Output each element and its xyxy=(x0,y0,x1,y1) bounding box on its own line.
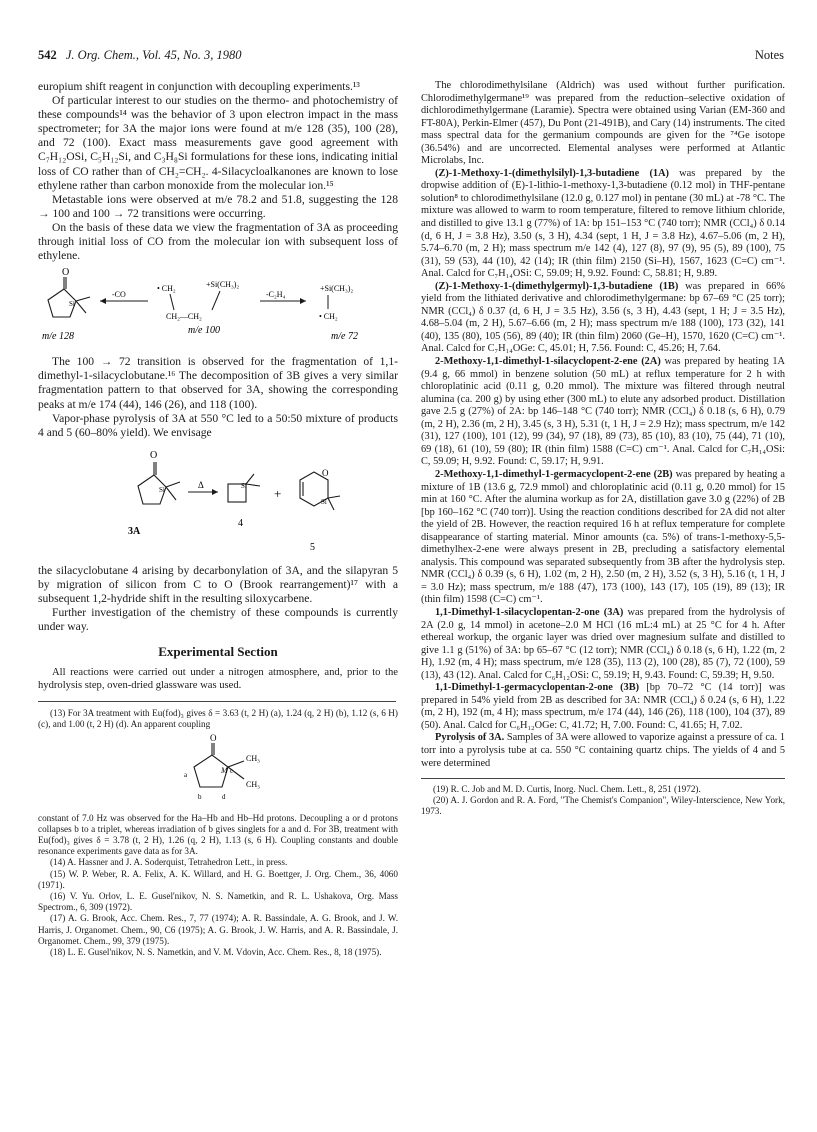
compound-3a-structure xyxy=(138,462,180,504)
radical-ch2-label: • CH₂ xyxy=(319,312,338,322)
arrow-head xyxy=(212,489,218,495)
compound-entry xyxy=(421,168,785,281)
running-head xyxy=(38,48,784,64)
left-column xyxy=(38,80,398,958)
compound-entry xyxy=(421,356,785,469)
paragraph: Further investigation of the chemistry of these compounds is currently under way. xyxy=(38,606,398,634)
fragmentation-scheme-figure xyxy=(38,267,398,349)
compound-entry xyxy=(421,281,785,356)
methyl-label: CH₃ xyxy=(246,779,260,789)
silicon-label: Si xyxy=(69,300,75,309)
compound-text: Samples of 3A were allowed to vaporize against a pressure of ca. 1 torr into a pyrolysis tube at ca. 550 °C containing quartz chips. The yields of 4 and 5 were determined xyxy=(421,732,785,769)
right-column xyxy=(421,80,785,818)
compound-text: [bp 70–72 °C (14 torr)] was prepared in 54% yield from 2B as described for 3A: NMR (CCl₄) δ 0.24 (s, 6 H), 1.22 (m, 2 H), 192 (m, 4 H); mass spectrum, m/e 174 (44), 146 (26), 118 (100), 104 (37), 89 (50). Anal. Calcd for C₆H₁₂OGe: C, 41.72; H, 7.00. Found: C, 41.65; H, 7.02. xyxy=(421,682,785,731)
footnote: (18) L. E. Gusel'nikov, N. S. Nametkin, and V. M. Vdovin, Acc. Chem. Res., 8, 18 (1975). xyxy=(50,947,382,958)
compound-heading: 2-Methoxy-1,1-dimethyl-1-germacyclopent-2-ene (2B) xyxy=(435,468,673,480)
radical-ch2-label: • CH₂ xyxy=(157,284,176,294)
proton-label-a: a xyxy=(184,770,188,779)
compound-text: was prepared in 66% yield from the lithiated derivative and chlorodimethylgermane: bp 67–69 °C (25 torr); NMR (CCl₄) δ 0.37 (d, 6 H, J = 3.5 Hz), 3.56 (s, 3 H), 4.43 (sept, 1 H; J = 3.5 Hz), 4.68–5.04 (m, 2 H), 5.67–6.66 (m, 2 H); mass spectrum m/e 188 (100), 173 (32), 141 (40), 135 (80), 105 (56), 89 (40); IR (thin film) 2060 (Ge–H), 1570, 1620 (C=C) cm⁻¹. Anal. Calcd for C₇H₁₄OGe: C, 45.01; H, 7.56. Found: C, 45.26; H, 7.64. xyxy=(421,280,785,355)
arrow-head xyxy=(300,298,306,304)
compound-heading: (Z)-1-Methoxy-1-(dimethylgermyl)-1,3-butadiene (1B) xyxy=(435,280,679,292)
section-label: Notes xyxy=(754,48,784,62)
silacyclopentanone-structure xyxy=(48,277,90,317)
compound-heading: 1,1-Dimethyl-1-germacyclopentan-2-one (3B) xyxy=(435,682,640,694)
compound-text: was prepared by the dropwise addition of (E)-1-lithio-1-methoxy-1,3-butadiene (0.12 mol) in THF-pentane solution⁸ to chlorodimethylsilane (12.0 g, 0.127 mol) in pentane (30 mL) at -78 °C. The mixture was allowed to warm to room temperature, filtered to remove lithium chloride, and distilled to give 13.1 g (77%) of 1A: bp 151–153 °C (740 torr); NMR (CCl₄) δ 0.14 (d, 6 H, J = 3.8 Hz), 3.50 (s, 3 H), 4.34 (sept, 1 H, J = 3.8 Hz), 4.67–5.06 (m, 2 H), 5.74–6.70 (m, 2 H); mass spectrum m/e 142 (4), 127 (8), 97 (9), 95 (5), 89 (100), 75 (31), 59 (53), 44 (10), 42 (14); IR (thin film) 2150 (Si–H), 1567, 1623 (C=C) cm⁻¹. Anal. Calcd for C₇H₁₄OSi: C, 59.09; H, 9.92. Found: C, 58.81; H, 9.89. xyxy=(421,167,785,280)
paragraph: Metastable ions were observed at m/e 78.2 and 51.8, suggesting the 128 → 100 and 100 → 72 transitions were occurring. xyxy=(38,192,398,220)
silicon-label: Si xyxy=(321,497,327,506)
footnote: constant of 7.0 Hz was observed for the Ha–Hb and Hb–Hd protons. Decoupling a or d protons collapses b to a triplet, whereas irradiation of b gives singlets for a and d. For 3B, treatment with Eu(fod)₃ gives δ = 3.78 (t, 2 H), 1.26 (q, 2 H), 1.13 (s, 6 H). Coupling constants and double resonance experiments gave data as for 3A. xyxy=(38,812,398,857)
compound-heading: 2-Methoxy-1,1-dimethyl-1-silacyclopent-2-ene (2A) xyxy=(435,356,661,368)
oxygen-label: O xyxy=(210,732,217,743)
proton-label-d: d xyxy=(222,792,226,801)
compound-label-5: 5 xyxy=(310,541,315,553)
proton-label-c: c xyxy=(230,766,234,775)
fragmentation-scheme xyxy=(38,267,398,349)
proton-label-b: b xyxy=(198,792,202,801)
journal-citation: J. Org. Chem., Vol. 45, No. 3, 1980 xyxy=(65,48,242,62)
silyl-cation-label: +Si(CH₃)₂ xyxy=(320,284,354,294)
paragraph: The 100 → 72 transition is observed for the fragmentation of 1,1-dimethyl-1-silacyclobutane.¹⁶ The decomposition of 3B gives a very similar fragmentation pattern to that observed for 3A, showing the corresponding peaks at m/e 174 (44), 146 (26), and 118 (100). xyxy=(38,355,398,411)
footnote: (17) A. G. Brook, Acc. Chem. Res., 7, 77 (1974); A. R. Bassindale, A. G. Brook, and J. W. Harris, J. Organomet. Chem., 90, C6 (1975); A. G. Brook, J. W. Harris, and A. R. Bassindale, J. Organomet. Chem., 99, 379 (1975). xyxy=(38,913,398,946)
compound-5-structure xyxy=(300,472,340,510)
footnote: (15) W. P. Weber, R. A. Felix, A. K. Willard, and H. G. Boettger, J. Org. Chem., 36, 4060 (1971). xyxy=(38,868,398,890)
footnote: (16) V. Yu. Orlov, L. E. Gusel'nikov, N. S. Nametkin, and R. L. Ushakova, Org. Mass Spectrom., 6, 309 (1972). xyxy=(38,891,398,913)
paragraph: The chlorodimethylsilane (Aldrich) was used without further purification. Chlorodimethylgermane¹⁹ was prepared from the reduction–selective oxidation of dichlorodimethylgermane (Laramie). Spectra were obtained using Varian (EM-360 and FT-80A), Perkin-Elmer (457), Du Pont (21-491B), and Cary (14) instruments. The cited mass spectral data for the germanium compounds are given for the ⁷⁴Ge isotope (36.54%) and are uncorrected. Elemental analyses were performed at Atlantic Microlabs, Inc. xyxy=(421,80,785,167)
footnote-divider xyxy=(38,701,396,702)
paragraph: europium shift reagent in conjunction with decoupling experiments.¹³ xyxy=(38,80,360,93)
compound-entry xyxy=(421,469,785,607)
footnotes-left xyxy=(38,708,398,958)
footnote: (19) R. C. Job and M. D. Curtis, Inorg. Nucl. Chem. Lett., 8, 251 (1972). xyxy=(433,784,701,795)
mass-label-128: m/e 128 xyxy=(42,331,74,343)
running-head-left xyxy=(38,48,241,63)
compound-label-3a: 3A xyxy=(128,525,141,537)
compound-entry xyxy=(421,732,785,770)
paragraph: On the basis of these data we view the fragmentation of 3A as proceeding through initial loss of CO from the molecular ion with subsequent loss of ethylene. xyxy=(38,220,398,263)
oxygen-label: O xyxy=(62,267,70,279)
footnote: (14) A. Hassner and J. A. Soderquist, Tetrahedron Lett., in press. xyxy=(50,857,288,868)
pyrolysis-scheme xyxy=(38,446,398,558)
compound-heading: Pyrolysis of 3A. xyxy=(435,732,505,744)
arrow-head xyxy=(100,298,106,304)
heat-symbol: Δ xyxy=(198,479,204,490)
labeled-ring-structure xyxy=(194,743,244,787)
metal-label: M xyxy=(221,765,228,775)
footnote-structure xyxy=(38,733,398,811)
oxygen-label: O xyxy=(150,449,158,461)
intermediate-bonds xyxy=(170,291,220,310)
compound-text: was prepared by heating a mixture of 1B (13.6 g, 72.9 mmol) and chloroplatinic acid (0.11 g, 0.20 mmol) for 15 min at 160 °C. After the alumina workup as for 2A, distillation gave 3.0 g (22%) of 2B [bp 160–162 °C (740 torr)]. Using the reaction conditions described for 2A did not alter the yield of 2B. However, the reaction required 16 h at reflux temperature for complete disappearance of starting material. Minor amounts (ca. 5%) of trans-1-methoxy-5,5-dimethylhex-2-ene were always present in 2B, precluding a satisfactory elemental analysis. This compound was separated subsequently from 3B after the hydrolysis step. NMR (CCl₄) δ 0.39 (s, 6 H), 1.02 (m, 2 H), 2.50 (m, 2 H), 3.52 (s, 3 H), 5.16 (t, 1 H, J = 3.0 Hz); mass spectrum, m/e 188 (47), 173 (100), 143 (17), 105 (19), 89 (13); IR (thin film) 1598 (C=C) cm⁻¹. xyxy=(421,468,785,606)
compound-heading: 1,1-Dimethyl-1-silacyclopentan-2-one (3A) xyxy=(435,606,624,618)
silicon-label: Si xyxy=(159,485,165,494)
paragraph: Vapor-phase pyrolysis of 3A at 550 °C led to a 50:50 mixture of products 4 and 5 (60–80% yield). We envisage xyxy=(38,411,398,439)
pyrolysis-scheme-figure xyxy=(38,446,398,558)
silyl-cation-label: +Si(CH₃)₂ xyxy=(206,280,240,290)
compound-entry xyxy=(421,607,785,682)
compound-label-4: 4 xyxy=(238,517,243,529)
minus-ethylene-label: -C₂H₄ xyxy=(266,290,286,300)
ethylene-bridge-label: CH₂—CH₂ xyxy=(166,312,202,322)
footnote-divider xyxy=(421,778,785,779)
compound-entry xyxy=(421,682,785,732)
oxygen-label: O xyxy=(322,467,329,478)
silicon-label: Si xyxy=(241,481,247,490)
paragraph: the silacyclobutane 4 arising by decarbonylation of 3A, and the silapyran 5 by migration of silicon from C to O (Brook rearrangement)¹⁷ with a subsequent 1,2-hydride shift in the resulting siloxycarbene. xyxy=(38,563,398,605)
methyl-label: CH₃ xyxy=(246,753,260,763)
compound-text: was prepared by heating 1A (9.4 g, 66 mmol) in benzene solution (50 mL) at reflux temperature for 2 h with chloroplatinic acid (0.11 g, 0.20 mmol). The mixture was filtered through neutral alumina (ca. 200 g) by using ether (300 mL) to elute any adsorbed product. Distillation gave 2.5 g (27%) of 2A: bp 146–148 °C (740 torr); NMR (CCl₄) δ 0.18 (s, 6 H), 0.79 (m, 2 H), 2.36 (m, 2 H), 3.45 (s, 3 H), 5.31 (t, 1 H, J = 2.9 Hz); mass spectrum, m/e 142 (31), 127 (100), 101 (12), 99 (34), 97 (18), 89 (73), 85 (10), 83 (10), 75 (44), 71 (10), 69 (18), 61 (10), 59 (80); IR (thin film) 1588 (C=C) cm⁻¹. Anal. Calcd for C₇H₁₄OSi: C, 59.09; H, 9.92. Found: C, 59.17; H, 9.91. xyxy=(421,356,786,468)
footnotes-right xyxy=(421,784,785,818)
mass-label-100: m/e 100 xyxy=(188,325,220,337)
minus-co-label: -CO xyxy=(112,290,126,300)
footnote: (13) For 3A treatment with Eu(fod)₃ gives δ = 3.63 (t, 2 H) (a), 1.24 (q, 2 H) (b), 1.12 (s, 6 H) (c), and 1.00 (t, 2 H) (d). An apparent coupling xyxy=(38,708,398,730)
footnote-structure-figure xyxy=(38,733,398,811)
plus-sign: + xyxy=(274,485,282,501)
paragraph: All reactions were carried out under a nitrogen atmosphere, and, prior to the hydrolysis step, oven-dried glassware was used. xyxy=(38,667,398,692)
paragraph: Of particular interest to our studies on the thermo- and photochemistry of these compounds¹⁴ was the behavior of 3 upon electron impact in the mass spectrometer; for 3A the major ions were found at m/e 128 (35), 100 (28), and 72 (100). Exact mass measurements gave good agreement with C₇H₁₂OSi, C₅H₁₂Si, and C₃H₈Si formulations for these ions, indicating initial loss of CO rather than of CH₂=CH₂. 4-Silacycloalkanones are known to lose ethylene rather than carbon monoxide from the molecular ion.¹⁵ xyxy=(38,94,398,192)
page-number: 542 xyxy=(38,48,57,62)
compound-text: was prepared from the hydrolysis of 2A (2.0 g, 14 mmol) in acetone–2.0 M HCl (16 mL:4 mL) at 25 °C for 4 h. After ethereal workup, the organic layer was dried over magnesium sulfate and distilled to give 1.1 g (51%) of 3A: bp 65–67 °C (12 torr); NMR (CCl₄) δ 0.18 (s, 6 H), 1.22 (m, 2 H), 1.92 (m, 4 H); mass spectrum, m/e 128 (35), 113 (2), 100 (28), 85 (7), 72 (100), 59 (13), 43 (12). Anal. Calcd for C₆H₁₂OSi: C, 59.19; H, 9.43. Found: C, 59.39; H, 9.50. xyxy=(421,606,785,681)
experimental-section-heading: Experimental Section xyxy=(158,644,278,660)
footnote: (20) A. J. Gordon and R. A. Ford, "The Chemist's Companion", Wiley-Interscience, New York, 1973. xyxy=(421,795,785,817)
compound-heading: (Z)-1-Methoxy-1-(dimethylsilyl)-1,3-butadiene (1A) xyxy=(435,167,669,179)
mass-label-72: m/e 72 xyxy=(331,331,358,343)
